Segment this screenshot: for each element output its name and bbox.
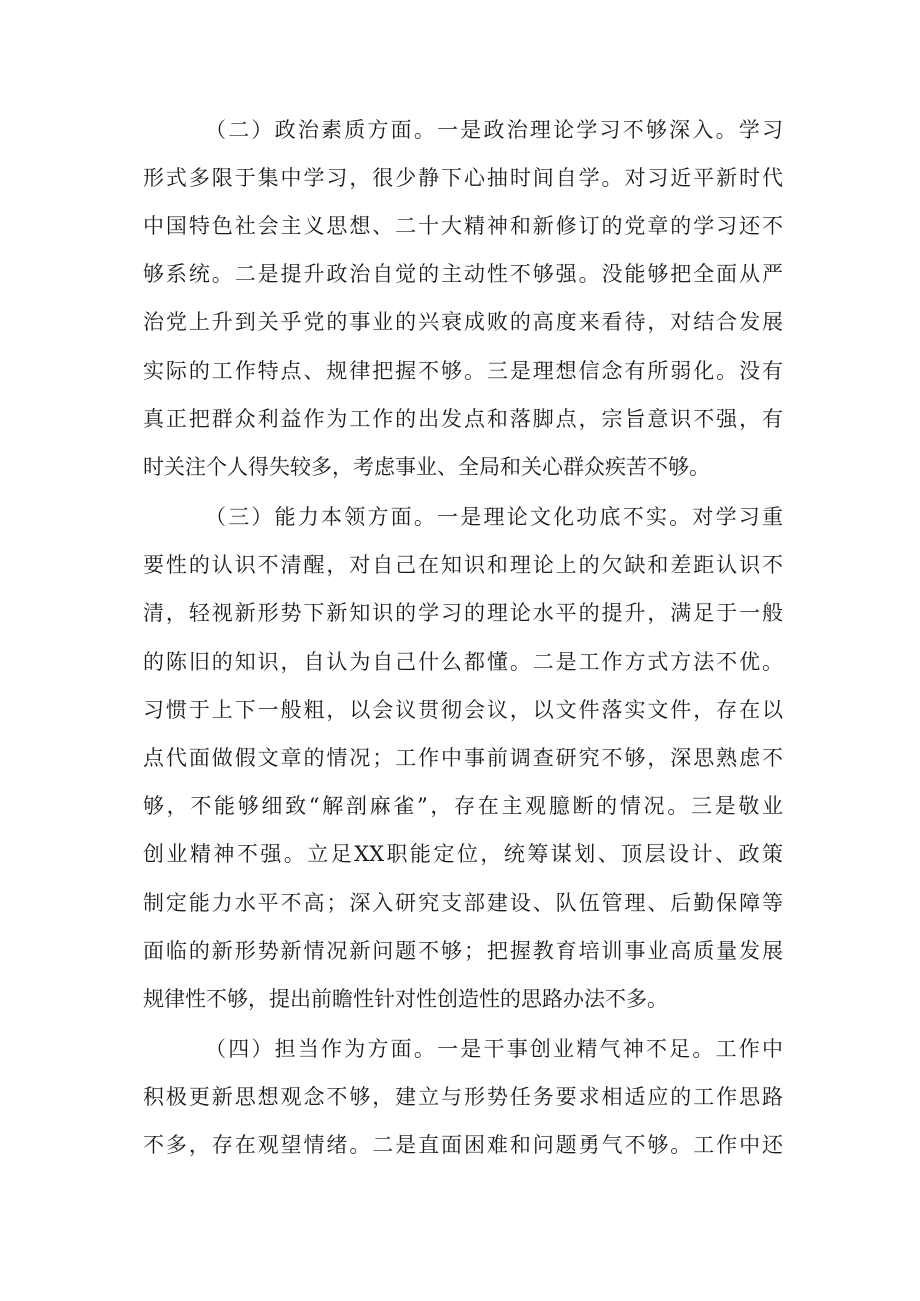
paragraph-2-line-3: 中国特色社会主义思想、二十大精神和新修订的党章的学习还不	[143, 214, 783, 238]
paragraph-2-line-4: 够系统。二是提升政治自觉的主动性不够强。没能够把全面从严	[143, 262, 783, 286]
paragraph-2-line-1: （二）政治素质方面。一是政治理论学习不够深入。学习	[205, 118, 783, 142]
paragraph-2-line-8: 时关注个人得失较多，考虑事业、全局和关心群众疾苦不够。	[143, 455, 710, 479]
paragraph-4-line-3: 不多，存在观望情绪。二是直面困难和问题勇气不够。工作中还	[143, 1133, 783, 1157]
paragraph-3-line-1: （三）能力本领方面。一是理论文化功底不实。对学习重	[205, 505, 783, 529]
paragraph-2-line-6: 实际的工作特点、规律把握不够。三是理想信念有所弱化。没有	[143, 359, 783, 383]
paragraph-3-line-5: 习惯于上下一般粗，以会议贯彻会议，以文件落实文件，存在以	[143, 698, 783, 722]
paragraph-3-line-3: 清，轻视新形势下新知识的学习的理论水平的提升，满足于一般	[143, 601, 783, 625]
paragraph-3-line-10: 面临的新形势新情况新问题不够；把握教育培训事业高质量发展	[143, 939, 783, 963]
paragraph-2-line-2: 形式多限于集中学习，很少静下心抽时间自学。对习近平新时代	[143, 166, 783, 190]
paragraph-3-line-2: 要性的认识不清醒，对自己在知识和理论上的欠缺和差距认识不	[143, 553, 783, 577]
paragraph-4-line-2: 积极更新思想观念不够，建立与形势任务要求相适应的工作思路	[143, 1085, 783, 1109]
paragraph-2-line-7: 真正把群众利益作为工作的出发点和落脚点，宗旨意识不强，有	[143, 407, 783, 431]
paragraph-3-line-6: 点代面做假文章的情况；工作中事前调查研究不够，深思熟虑不	[143, 746, 783, 770]
paragraph-3-line-4: 的陈旧的知识，自认为自己什么都懂。二是工作方式方法不优。	[143, 650, 783, 674]
paragraph-3-line-8: 创业精神不强。立足XX职能定位，统筹谋划、顶层设计、政策	[143, 842, 783, 866]
paragraph-4-line-1: （四）担当作为方面。一是干事创业精气神不足。工作中	[205, 1037, 783, 1061]
paragraph-3-line-7: 够，不能够细致“解剖麻雀”，存在主观臆断的情况。三是敬业	[143, 794, 783, 818]
paragraph-3-line-11: 规律性不够，提出前瞻性针对性创造性的思路办法不多。	[143, 987, 668, 1011]
paragraph-3-line-9: 制定能力水平不高；深入研究支部建设、队伍管理、后勤保障等	[143, 891, 783, 915]
paragraph-2-line-5: 治党上升到关乎党的事业的兴衰成败的高度来看待，对结合发展	[143, 310, 783, 334]
